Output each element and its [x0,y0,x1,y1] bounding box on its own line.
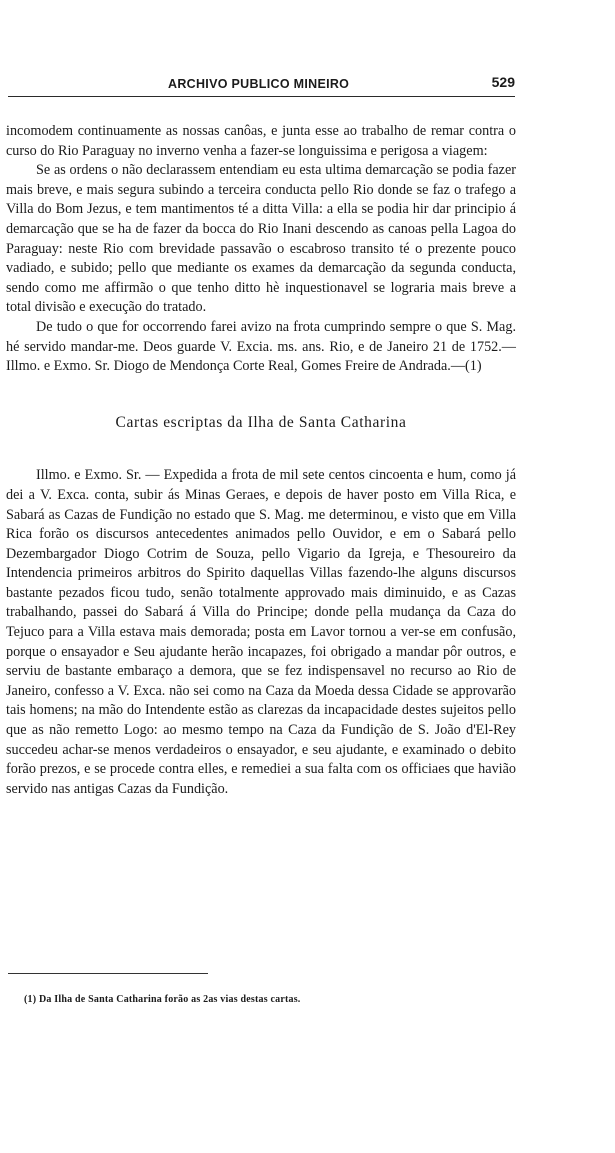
letter1-paragraph-3: De tudo o que for occorrendo farei avizo na frota cumprindo sempre o que S. Mag. hé servido mandar-me. Deos guarde V. Excia. ms. ans. Rio, e de Janeiro 21 de 1752.— Illmo. e Exmo. Sr. Diogo de Mendonça Corte Real, Gomes Freire de Andrada.—(1) [6,318,516,375]
letter1-paragraph-2: Se as ordens o não declarassem entendiam eu esta ultima demarcação se podia fazer mais breve, e mais segura subindo a terceira conducta pello Rio donde se faz o trafego a Villa do Bom Jezus, e tem mantimentos té a ditta Villa: a ella se podia hir dar principio á demarcação que se ha de fazer da bocca do Rio Inani descendo as canoas pella Lagoa do Paraguay: neste Rio com brevidade passavão o escabroso transito té o prezente pouco vadiado, e subido; pello que mediante os exames da demarcação da segunda conducta, sendo como me affirmão o que tenho ditto hè inquestionavel se lograria mais breve a total divisão e execução do tratado. [6,162,516,316]
letter1-paragraph-1: incomodem continuamente as nossas canôas, e junta esse ao trabalho de remar contra o curso do Rio Paraguay no inverno venha a fazer-se longuissima e perigosa a viagem: [6,123,516,159]
page-header [8,76,515,97]
footnote: (1) Da Ilha de Santa Catharina forão as 2as vias destas cartas. [24,994,301,1005]
section-heading: Cartas escriptas da Ilha de Santa Catharina [115,413,407,431]
footnote-divider [8,973,208,974]
running-title: ARCHIVO PUBLICO MINEIRO [168,77,350,91]
page-number: 529 [491,74,515,90]
page-body [6,122,516,799]
letter2-paragraph-1: Illmo. e Exmo. Sr. — Expedida a frota de mil sete centos cincoenta e hum, como já dei a V. Exca. conta, subir ás Minas Geraes, e depois de haver posto em Villa Rica, e Sabará as Cazas de Fundição no estado que S. Mag. me determinou, e visto que em Villa Rica forão os discursos antecedentes animados pello Ouvidor, e em o Sabará pello Dezembargador Diogo Cotrim de Souza, pello Vigario da Igreja, e Thesoureiro da Intendencia primeiros arbitros do Spirito daquellas Villas fazendo-lhe alguns discursos bastante pezados ficou tudo, senão totalmente approvado mais diminuido, e as Cazas trabalhando, passei do Sabará á Villa do Principe; donde pella mudança da Caza do Tejuco para a Villa estava mais demorada; posta em Lavor tornou a ver-se em confusão, porque o ensayador e Seu ajudante herão incapazes, foi obrigado a mandar pôr outros, e serviu de bastante embaraço a demora, que se fez indispensavel no recurso ao Rio de Janeiro, confesso a V. Exca. não sei como na Caza da Moeda dessa Cidade se approvarão tais homens; na mão do Intendente estão as clarezas da incapacidade destes sujeitos pello que as não remetto Logo: ao mesmo tempo na Caza da Fundição de S. João d'El-Rey succedeu achar-se menos verdadeiros o ensayador, e seu ajudante, e examinado o debito forão prezos, e se procede contra elles, e remediei a sua falta com os officiaes que havião servido nas antigas Cazas da Fundição. [6,467,516,797]
